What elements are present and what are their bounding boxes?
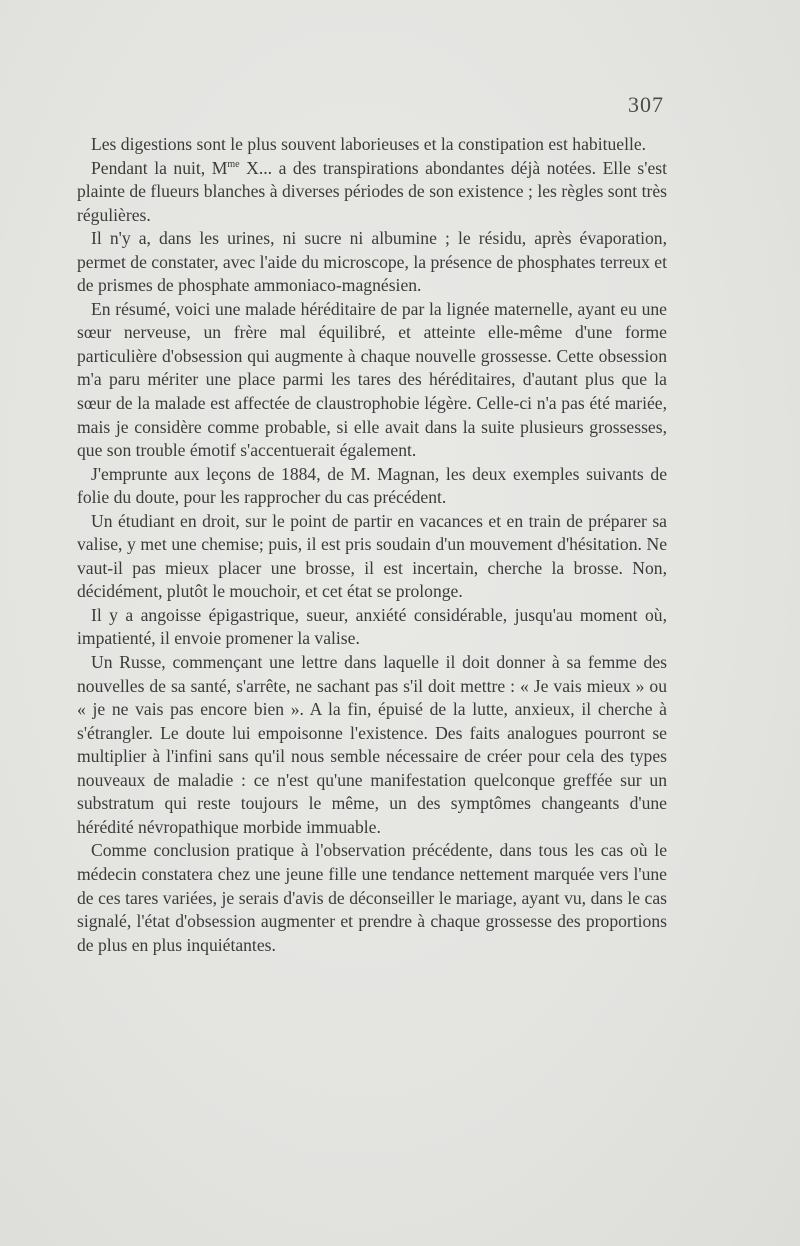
paragraph-4: En résumé, voici une malade héréditaire de par la lignée maternelle, ayant eu une sœur nerveuse, un frère mal équilibré, et atteinte elle-même d'une forme particulière d'obsession qui augmente à chaque nouvelle grossesse. Cette obsession m'a paru mériter une place parmi les tares des héréditaires, d'autant plus que la sœur de la malade est affectée de claustrophobie légère. Celle-ci n'a pas été mariée, mais je considère comme probable, si elle avait dans la suite plusieurs grossesses, que son trouble émotif s'accentuerait également. <box>77 298 667 461</box>
page-number: 307 <box>628 92 664 117</box>
paragraph-2 <box>77 157 667 228</box>
title-superscript: me <box>227 158 240 170</box>
paragraph-3: Il n'y a, dans les urines, ni sucre ni albumine ; le résidu, après évaporation, permet de constater, avec l'aide du microscope, la présence de phosphates terreux et de prismes de phosphate ammoniaco-magnésien. <box>77 228 667 296</box>
paragraph-2-start: Pendant la nuit, M <box>91 157 228 178</box>
paragraph-9: Comme conclusion pratique à l'observation précédente, dans tous les cas où le médecin constatera chez une jeune fille une tendance nettement marquée vers l'une de ces tares variées, je serais d'avis de déconseiller le mariage, ayant vu, dans le cas signalé, l'état d'obsession augmenter et prendre à chaque grossesse des proportions de plus en plus inquiétantes. <box>77 840 667 955</box>
paragraph-6: Un étudiant en droit, sur le point de partir en vacances et en train de préparer sa valise, y met une chemise; puis, il est pris soudain d'un mouvement d'hésitation. Ne vaut-il pas mieux placer une brosse, il est incertain, cherche la brosse. Non, décidément, plutôt le mouchoir, et cet état se prolonge. <box>77 510 667 602</box>
paragraph-7: Il y a angoisse épigastrique, sueur, anxiété considérable, jusqu'au moment où, impatienté, il envoie promener la valise. <box>77 604 667 649</box>
body-text <box>77 133 667 957</box>
paragraph-8: Un Russe, commençant une lettre dans laquelle il doit donner à sa femme des nouvelles de sa santé, s'arrête, ne sachant pas s'il doit mettre : « Je vais mieux » ou « je ne vais pas encore bien ». A la fin, épuisé de la lutte, anxieux, il cherche à s'étrangler. Le doute lui empoisonne l'existence. Des faits analogues pourront se multiplier à l'infini sans qu'il nous semble nécessaire de créer pour cela des types nouveaux de maladie : ce n'est qu'une manifestation quelconque greffée sur un substratum qui reste toujours le même, un des symptômes changeants d'une hérédité névropathique morbide immuable. <box>77 652 667 837</box>
paragraph-5: J'emprunte aux leçons de 1884, de M. Magnan, les deux exemples suivants de folie du doute, pour les rapprocher du cas précédent. <box>77 463 667 508</box>
paragraph-1: Les digestions sont le plus souvent laborieuses et la constipation est habituelle. <box>91 134 647 154</box>
paragraph-2-rest: X... a des transpirations abondantes déjà notées. Elle s'est plainte de flueurs blanches à diverses périodes de son existence ; les règles sont très régulières. <box>77 157 667 225</box>
